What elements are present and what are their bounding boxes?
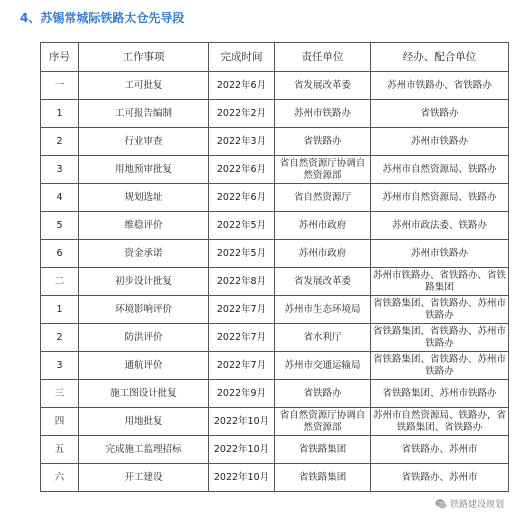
table-row <box>41 296 509 324</box>
cell-cooperating-units: 省铁路集团、省铁路办、苏州市铁路办 <box>371 324 509 352</box>
wechat-icon <box>435 498 447 510</box>
cell-index: 五 <box>41 436 79 464</box>
header-deadline: 完成时间 <box>209 43 275 72</box>
cell-index: 1 <box>41 296 79 324</box>
cell-index: 2 <box>41 324 79 352</box>
cell-task: 用地预审批复 <box>79 156 209 184</box>
cell-deadline: 2022年10月 <box>209 464 275 492</box>
table-row <box>41 212 509 240</box>
cell-index: 5 <box>41 212 79 240</box>
watermark <box>435 497 504 510</box>
cell-task: 通航评价 <box>79 352 209 380</box>
cell-responsible-unit: 省水利厅 <box>275 324 371 352</box>
cell-index: 一 <box>41 72 79 100</box>
header-index: 序号 <box>41 43 79 72</box>
cell-deadline: 2022年5月 <box>209 240 275 268</box>
cell-deadline: 2022年6月 <box>209 72 275 100</box>
cell-deadline: 2022年9月 <box>209 380 275 408</box>
header-task: 工作事项 <box>79 43 209 72</box>
header-responsible-unit: 责任单位 <box>275 43 371 72</box>
table-row <box>41 324 509 352</box>
cell-deadline: 2022年10月 <box>209 408 275 436</box>
cell-task: 完成施工监理招标 <box>79 436 209 464</box>
cell-cooperating-units: 省铁路办、苏州市 <box>371 436 509 464</box>
table-row <box>41 408 509 436</box>
table-body <box>41 72 509 492</box>
cell-task: 环境影响评价 <box>79 296 209 324</box>
cell-deadline: 2022年6月 <box>209 156 275 184</box>
table-row <box>41 352 509 380</box>
cell-index: 4 <box>41 184 79 212</box>
work-schedule-table <box>40 42 509 492</box>
cell-responsible-unit: 省自然资源厅 <box>275 184 371 212</box>
cell-task: 资金承诺 <box>79 240 209 268</box>
cell-cooperating-units: 苏州市铁路办、省铁路办 <box>371 72 509 100</box>
cell-index: 六 <box>41 464 79 492</box>
table-row <box>41 464 509 492</box>
cell-deadline: 2022年10月 <box>209 436 275 464</box>
cell-index: 3 <box>41 352 79 380</box>
table-row <box>41 156 509 184</box>
header-cooperating-units: 经办、配合单位 <box>371 43 509 72</box>
cell-task: 规划选址 <box>79 184 209 212</box>
cell-index: 6 <box>41 240 79 268</box>
cell-deadline: 2022年5月 <box>209 212 275 240</box>
cell-index: 二 <box>41 268 79 296</box>
cell-cooperating-units: 苏州市自然资源局、铁路办 <box>371 156 509 184</box>
cell-task: 工可批复 <box>79 72 209 100</box>
cell-task: 维稳评价 <box>79 212 209 240</box>
cell-responsible-unit: 苏州市交通运输局 <box>275 352 371 380</box>
cell-deadline: 2022年3月 <box>209 128 275 156</box>
cell-responsible-unit: 省铁路办 <box>275 128 371 156</box>
cell-cooperating-units: 苏州市铁路办 <box>371 240 509 268</box>
table-row <box>41 436 509 464</box>
cell-responsible-unit: 省发展改革委 <box>275 72 371 100</box>
table-row <box>41 268 509 296</box>
cell-task: 初步设计批复 <box>79 268 209 296</box>
cell-cooperating-units: 苏州市铁路办 <box>371 128 509 156</box>
cell-index: 四 <box>41 408 79 436</box>
cell-task: 施工图设计批复 <box>79 380 209 408</box>
cell-deadline: 2022年8月 <box>209 268 275 296</box>
cell-responsible-unit: 苏州市生态环境局 <box>275 296 371 324</box>
cell-responsible-unit: 省发展改革委 <box>275 268 371 296</box>
cell-responsible-unit: 省铁路集团 <box>275 464 371 492</box>
cell-index: 3 <box>41 156 79 184</box>
table-row <box>41 128 509 156</box>
cell-cooperating-units: 省铁路办、苏州市 <box>371 464 509 492</box>
cell-cooperating-units: 苏州市铁路办、省铁路办、省铁路集团 <box>371 268 509 296</box>
table-row <box>41 72 509 100</box>
cell-responsible-unit: 省铁路集团 <box>275 436 371 464</box>
cell-responsible-unit: 苏州市铁路办 <box>275 100 371 128</box>
cell-responsible-unit: 省自然资源厅协调自然资源部 <box>275 408 371 436</box>
cell-index: 三 <box>41 380 79 408</box>
cell-cooperating-units: 省铁路集团、省铁路办、苏州市铁路办 <box>371 352 509 380</box>
cell-task: 开工建设 <box>79 464 209 492</box>
cell-deadline: 2022年7月 <box>209 296 275 324</box>
cell-cooperating-units: 省铁路集团、苏州市铁路办 <box>371 380 509 408</box>
cell-cooperating-units: 省铁路集团、省铁路办、苏州市铁路办 <box>371 296 509 324</box>
cell-task: 防洪评价 <box>79 324 209 352</box>
cell-responsible-unit: 省自然资源厅协调自然资源部 <box>275 156 371 184</box>
cell-task: 行业审查 <box>79 128 209 156</box>
cell-cooperating-units: 苏州市政法委、铁路办 <box>371 212 509 240</box>
cell-deadline: 2022年7月 <box>209 352 275 380</box>
cell-deadline: 2022年2月 <box>209 100 275 128</box>
section-heading: 4、苏锡常城际铁路太仓先导段 <box>20 11 185 25</box>
cell-responsible-unit: 苏州市政府 <box>275 240 371 268</box>
table-row <box>41 380 509 408</box>
cell-index: 1 <box>41 100 79 128</box>
cell-task: 用地批复 <box>79 408 209 436</box>
cell-task: 工可报告编制 <box>79 100 209 128</box>
cell-cooperating-units: 苏州市自然资源局、铁路办，省铁路集团、省铁路办 <box>371 408 509 436</box>
table-header-row <box>41 43 509 72</box>
cell-cooperating-units: 苏州市自然资源局、铁路办 <box>371 184 509 212</box>
watermark-text: 铁路建设规划 <box>449 500 504 510</box>
cell-deadline: 2022年6月 <box>209 184 275 212</box>
cell-index: 2 <box>41 128 79 156</box>
table-row <box>41 100 509 128</box>
cell-deadline: 2022年7月 <box>209 324 275 352</box>
cell-responsible-unit: 苏州市政府 <box>275 212 371 240</box>
table-row <box>41 184 509 212</box>
cell-cooperating-units: 省铁路办 <box>371 100 509 128</box>
table-row <box>41 240 509 268</box>
cell-responsible-unit: 省铁路办 <box>275 380 371 408</box>
